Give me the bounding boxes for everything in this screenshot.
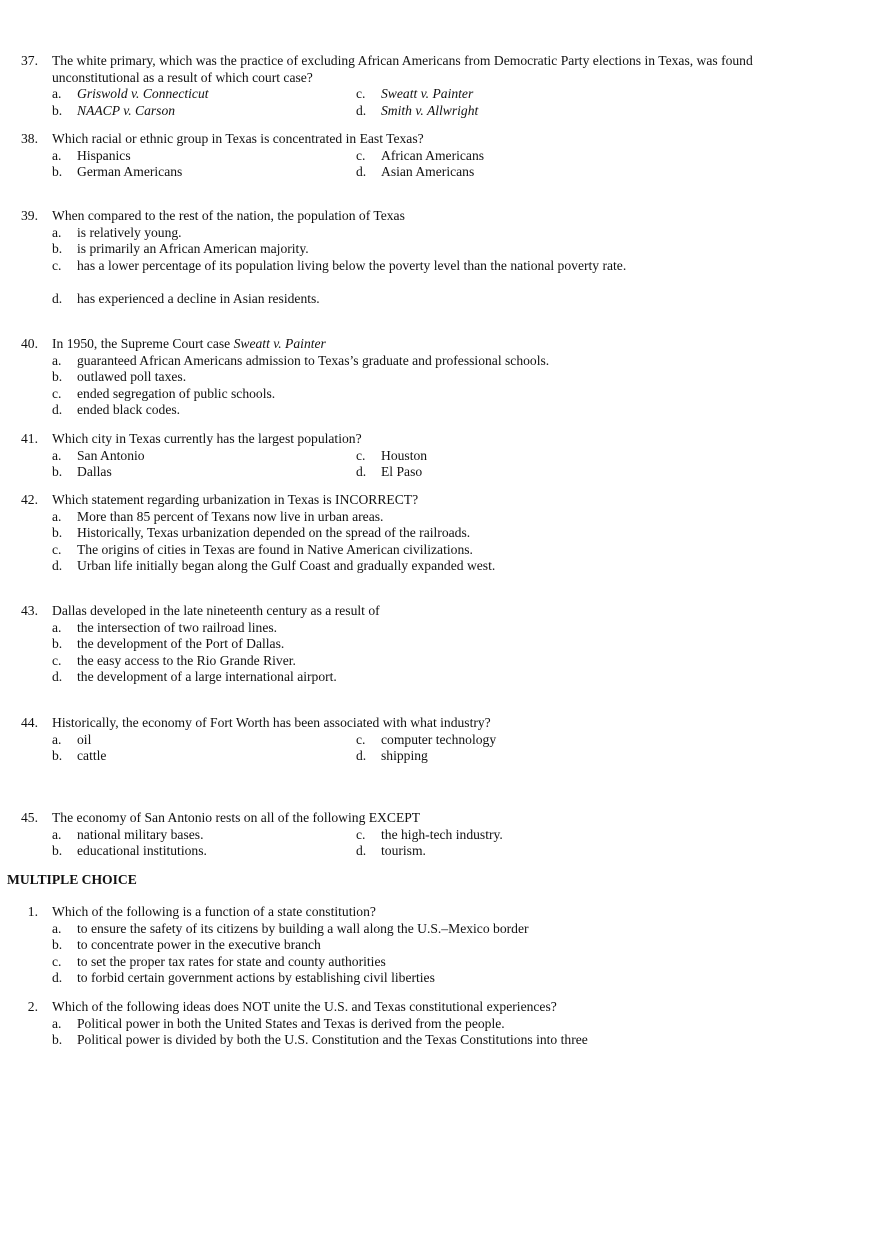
question-41 [0, 431, 860, 481]
option-letter: c. [52, 385, 62, 401]
question-number: 42. [21, 492, 38, 507]
question-text: Which of the following is a function of a state constitution? [52, 904, 376, 919]
option-text: to concentrate power in the executive branch [77, 937, 321, 952]
section-heading: MULTIPLE CHOICE [7, 872, 137, 887]
option-letter: a. [52, 619, 62, 635]
option-letter: d. [52, 402, 63, 417]
option-text: ended black codes. [77, 402, 181, 417]
question-43 [0, 603, 860, 686]
option-text: Asian Americans [381, 164, 475, 179]
option-letter: d. [356, 164, 367, 179]
question-45 [0, 810, 860, 860]
question-number: 1. [27, 904, 38, 919]
question-text: The economy of San Antonio rests on all of the following EXCEPT [52, 810, 421, 825]
option-letter: c. [52, 257, 62, 273]
option-letter: b. [52, 843, 63, 858]
option-letter: c. [52, 541, 62, 557]
option-letter: b. [52, 748, 63, 763]
question-text-plain: In 1950, the Supreme Court case [52, 336, 234, 351]
option-text: NAACP v. Carson [77, 102, 176, 118]
option-text: San Antonio [77, 447, 145, 463]
question-40 [0, 336, 860, 419]
question-38 [0, 131, 860, 181]
question-number: 39. [21, 208, 38, 223]
option-letter: d. [356, 843, 367, 858]
option-letter: d. [356, 748, 367, 763]
question-text [52, 336, 326, 353]
option-text: is primarily an African American majority. [77, 241, 309, 256]
option-text: has experienced a decline in Asian residents. [77, 290, 320, 306]
option-letter: b. [52, 464, 63, 479]
option-text: Smith v. Allwright [381, 102, 479, 118]
question-number: 2. [27, 999, 38, 1014]
option-text: shipping [381, 748, 428, 763]
question-44 [0, 715, 860, 765]
mc-question-2 [0, 999, 860, 1049]
option-letter: c. [356, 731, 366, 747]
option-text: the easy access to the Rio Grande River. [77, 652, 296, 668]
question-text: Historically, the economy of Fort Worth has been associated with what industry? [52, 715, 491, 730]
option-letter: b. [52, 164, 63, 179]
option-text: oil [77, 731, 92, 747]
question-text: Dallas developed in the late nineteenth century as a result of [52, 603, 380, 618]
question-number: 44. [21, 715, 38, 730]
option-letter: b. [52, 102, 63, 118]
option-letter: a. [52, 224, 62, 240]
option-letter: b. [52, 636, 63, 651]
question-number: 41. [21, 431, 38, 446]
option-text: has a lower percentage of its population living below the poverty level than the national poverty rate. [77, 257, 627, 273]
question-text: Which racial or ethnic group in Texas is concentrated in East Texas? [52, 131, 424, 146]
option-letter: a. [52, 1015, 62, 1031]
question-37 [0, 53, 860, 119]
option-letter: a. [52, 731, 62, 747]
option-text: cattle [77, 748, 107, 763]
option-letter: c. [356, 447, 366, 463]
option-letter: d. [52, 290, 63, 306]
question-number: 40. [21, 336, 38, 351]
question-39 [0, 208, 860, 307]
question-text: Which statement regarding urbanization in Texas is INCORRECT? [52, 492, 419, 507]
option-text: the development of a large international airport. [77, 669, 337, 684]
question-text: Which city in Texas currently has the largest population? [52, 431, 362, 446]
option-text: The origins of cities in Texas are found in Native American civilizations. [77, 541, 473, 557]
option-text: tourism. [381, 843, 426, 858]
option-text: is relatively young. [77, 224, 182, 240]
option-letter: a. [52, 920, 62, 936]
option-text: computer technology [381, 731, 497, 747]
option-text: African Americans [381, 147, 485, 163]
option-letter: c. [356, 826, 366, 842]
option-letter: c. [356, 147, 366, 163]
option-letter: a. [52, 352, 62, 368]
mc-question-1 [0, 904, 860, 987]
option-letter: d. [52, 558, 63, 573]
option-text: the development of the Port of Dallas. [77, 636, 285, 651]
question-text-continued: unconstitutional as a result of which court case? [52, 69, 313, 85]
option-letter: a. [52, 147, 62, 163]
option-letter: b. [52, 369, 63, 384]
option-letter: b. [52, 525, 63, 540]
option-text: Sweatt v. Painter [381, 86, 474, 101]
question-text: When compared to the rest of the nation, the population of Texas [52, 208, 405, 223]
option-text: guaranteed African Americans admission to Texas’s graduate and professional schools. [77, 352, 550, 368]
question-number: 45. [21, 810, 38, 825]
option-text: Houston [381, 447, 428, 463]
option-letter: a. [52, 447, 62, 463]
option-letter: c. [52, 652, 62, 668]
option-text: Hispanics [77, 147, 131, 163]
option-text: More than 85 percent of Texans now live in urban areas. [77, 508, 384, 524]
option-letter: c. [52, 953, 62, 969]
question-number: 43. [21, 603, 38, 618]
option-letter: b. [52, 1032, 63, 1047]
option-text: to forbid certain government actions by establishing civil liberties [77, 970, 435, 985]
question-42 [0, 492, 860, 575]
option-text: national military bases. [77, 826, 204, 842]
option-letter: b. [52, 937, 63, 952]
option-text: German Americans [77, 164, 183, 179]
option-text: educational institutions. [77, 843, 207, 858]
option-text: outlawed poll taxes. [77, 369, 187, 384]
option-letter: a. [52, 826, 62, 842]
option-letter: a. [52, 86, 62, 101]
question-text: The white primary, which was the practice of excluding African Americans from Democratic Party elections in Texas, was found [52, 53, 753, 68]
option-text: Political power is divided by both the U.S. Constitution and the Texas Constitutions into three [77, 1032, 588, 1047]
option-letter: b. [52, 241, 63, 256]
option-letter: d. [356, 102, 367, 118]
question-number: 38. [21, 131, 38, 146]
option-text: Urban life initially began along the Gulf Coast and gradually expanded west. [77, 558, 496, 573]
option-text: the high-tech industry. [381, 826, 503, 842]
option-letter: a. [52, 508, 62, 524]
option-letter: d. [52, 970, 63, 985]
option-text: Griswold v. Connecticut [77, 86, 209, 101]
option-text: to set the proper tax rates for state and county authorities [77, 953, 386, 969]
question-text: Which of the following ideas does NOT unite the U.S. and Texas constitutional experiences? [52, 999, 557, 1014]
question-number: 37. [21, 53, 38, 68]
option-text: Political power in both the United States and Texas is derived from the people. [77, 1015, 505, 1031]
option-letter: d. [356, 464, 367, 479]
option-letter: d. [52, 669, 63, 684]
option-text: Dallas [77, 464, 112, 479]
option-letter: c. [356, 86, 366, 101]
case-name: Sweatt v. Painter [233, 336, 326, 351]
option-text: El Paso [381, 464, 423, 479]
option-text: the intersection of two railroad lines. [77, 619, 278, 635]
option-text: to ensure the safety of its citizens by building a wall along the U.S.–Mexico border [77, 920, 529, 936]
option-text: Historically, Texas urbanization depended on the spread of the railroads. [77, 525, 471, 540]
option-text: ended segregation of public schools. [77, 385, 276, 401]
